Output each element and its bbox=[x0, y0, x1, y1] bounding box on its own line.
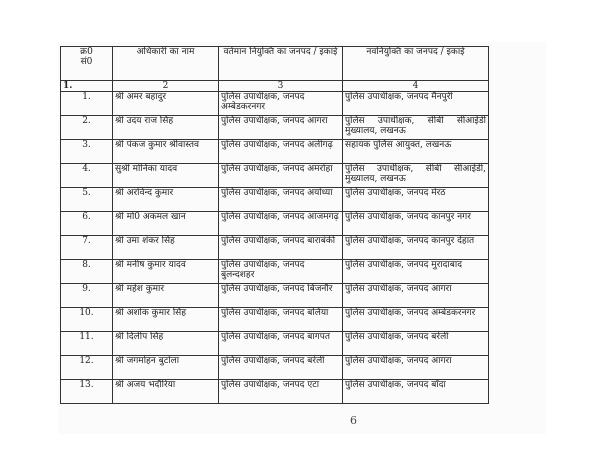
current-posting-cell: पुलिस उपाधीक्षक, जनपद बरेली bbox=[219, 356, 343, 380]
current-posting-cell: पुलिस उपाधीक्षक, जनपद अम्बेडकरनगर bbox=[219, 92, 343, 116]
current-posting-cell: पुलिस उपाधीक्षक, जनपद अलीगढ़ bbox=[219, 140, 343, 164]
header-officer-name: अधिकारी का नाम bbox=[113, 47, 219, 81]
officer-name-cell: श्री अजय भदौरिया bbox=[113, 380, 219, 404]
table-row bbox=[61, 332, 489, 356]
officer-name-cell: श्री अमर बहादुर bbox=[113, 92, 219, 116]
new-posting-cell: पुलिस उपाधीक्षक, जनपद कानपुर नगर bbox=[343, 212, 489, 236]
current-posting-cell: पुलिस उपाधीक्षक, जनपद आजमगढ़ bbox=[219, 212, 343, 236]
new-posting-cell: पुलिस उपाधीक्षक, सीबी सीआईडी, मुख्यालय, लखनऊ bbox=[343, 164, 489, 188]
current-posting-cell: पुलिस उपाधीक्षक, जनपद बलिया bbox=[219, 308, 343, 332]
new-posting-cell: सहायक पुलिस आयुक्त, लखनऊ bbox=[343, 140, 489, 164]
new-posting-cell: पुलिस उपाधीक्षक, जनपद बरेली bbox=[343, 332, 489, 356]
column-number: 4 bbox=[343, 81, 489, 92]
table-row bbox=[61, 356, 489, 380]
serial-cell: 2. bbox=[61, 116, 113, 140]
header-serial-line2: सं0 bbox=[80, 57, 93, 67]
officer-name-cell: श्री उदय राज सिंह bbox=[113, 116, 219, 140]
current-posting-cell: पुलिस उपाधीक्षक, जनपद बिजनौर bbox=[219, 284, 343, 308]
officer-name-cell: श्री पंकज कुमार श्रीवास्तव bbox=[113, 140, 219, 164]
header-current-posting: वर्तमान नियुक्ति का जनपद / इकाई bbox=[219, 47, 343, 81]
column-number-row bbox=[61, 81, 489, 92]
new-posting-cell: पुलिस उपाधीक्षक, जनपद मैनपुरी bbox=[343, 92, 489, 116]
serial-cell: 1. bbox=[61, 92, 113, 116]
officer-name-cell: श्री जगमोहन बुटोला bbox=[113, 356, 219, 380]
column-number: 1. bbox=[61, 81, 113, 92]
table-row bbox=[61, 164, 489, 188]
serial-cell: 3. bbox=[61, 140, 113, 164]
table-row bbox=[61, 308, 489, 332]
new-posting-cell: पुलिस उपाधीक्षक, जनपद मेरठ bbox=[343, 188, 489, 212]
serial-cell: 12. bbox=[61, 356, 113, 380]
table-row bbox=[61, 284, 489, 308]
officer-name-cell: श्री दिलीप सिंह bbox=[113, 332, 219, 356]
serial-cell: 13. bbox=[61, 380, 113, 404]
current-posting-cell: पुलिस उपाधीक्षक, जनपद बुलन्दशहर bbox=[219, 260, 343, 284]
current-posting-cell: पुलिस उपाधीक्षक, जनपद बाराबंकी bbox=[219, 236, 343, 260]
table-row bbox=[61, 140, 489, 164]
header-row bbox=[61, 47, 489, 81]
officer-name-cell: श्री मनीष कुमार यादव bbox=[113, 260, 219, 284]
table-row bbox=[61, 92, 489, 116]
page-mark: 6 bbox=[350, 414, 357, 427]
current-posting-cell: पुलिस उपाधीक्षक, जनपद अमरोहा bbox=[219, 164, 343, 188]
serial-cell: 11. bbox=[61, 332, 113, 356]
officer-name-cell: सुश्री मोनिका यादव bbox=[113, 164, 219, 188]
table-row bbox=[61, 188, 489, 212]
current-posting-cell: पुलिस उपाधीक्षक, जनपद आगरा bbox=[219, 116, 343, 140]
officer-name-cell: श्री मो0 अकमल खान bbox=[113, 212, 219, 236]
serial-cell: 8. bbox=[61, 260, 113, 284]
serial-cell: 4. bbox=[61, 164, 113, 188]
officer-name-cell: श्री अरविन्द कुमार bbox=[113, 188, 219, 212]
table-row bbox=[61, 116, 489, 140]
header-serial-line1: क्र0 bbox=[80, 47, 93, 57]
column-number: 3 bbox=[219, 81, 343, 92]
officer-name-cell: श्री अशोक कुमार सिंह bbox=[113, 308, 219, 332]
new-posting-cell: पुलिस उपाधीक्षक, जनपद बाँदा bbox=[343, 380, 489, 404]
header-serial bbox=[61, 47, 113, 81]
serial-cell: 5. bbox=[61, 188, 113, 212]
new-posting-cell: पुलिस उपाधीक्षक, जनपद आगरा bbox=[343, 356, 489, 380]
table-row bbox=[61, 260, 489, 284]
table-row bbox=[61, 212, 489, 236]
current-posting-cell: पुलिस उपाधीक्षक, जनपद अयोध्या bbox=[219, 188, 343, 212]
current-posting-cell: पुलिस उपाधीक्षक, जनपद एटा bbox=[219, 380, 343, 404]
transfer-table bbox=[60, 46, 489, 404]
table-row bbox=[61, 380, 489, 404]
new-posting-cell: पुलिस उपाधीक्षक, जनपद अम्बेडकरनगर bbox=[343, 308, 489, 332]
header-new-posting: नवनियुक्ति का जनपद / इकाई bbox=[343, 47, 489, 81]
serial-cell: 6. bbox=[61, 212, 113, 236]
new-posting-cell: पुलिस उपाधीक्षक, जनपद आगरा bbox=[343, 284, 489, 308]
column-number: 2 bbox=[113, 81, 219, 92]
officer-name-cell: श्री महेश कुमार bbox=[113, 284, 219, 308]
serial-cell: 7. bbox=[61, 236, 113, 260]
officer-name-cell: श्री उमा शंकर सिंह bbox=[113, 236, 219, 260]
table-row bbox=[61, 236, 489, 260]
serial-cell: 9. bbox=[61, 284, 113, 308]
serial-cell: 10. bbox=[61, 308, 113, 332]
new-posting-cell: पुलिस उपाधीक्षक, जनपद कानपुर देहात bbox=[343, 236, 489, 260]
current-posting-cell: पुलिस उपाधीक्षक, जनपद बागपत bbox=[219, 332, 343, 356]
new-posting-cell: पुलिस उपाधीक्षक, जनपद मुरादाबाद bbox=[343, 260, 489, 284]
new-posting-cell: पुलिस उपाधीक्षक, सीबी सीआईडी मुख्यालय, लखनऊ bbox=[343, 116, 489, 140]
